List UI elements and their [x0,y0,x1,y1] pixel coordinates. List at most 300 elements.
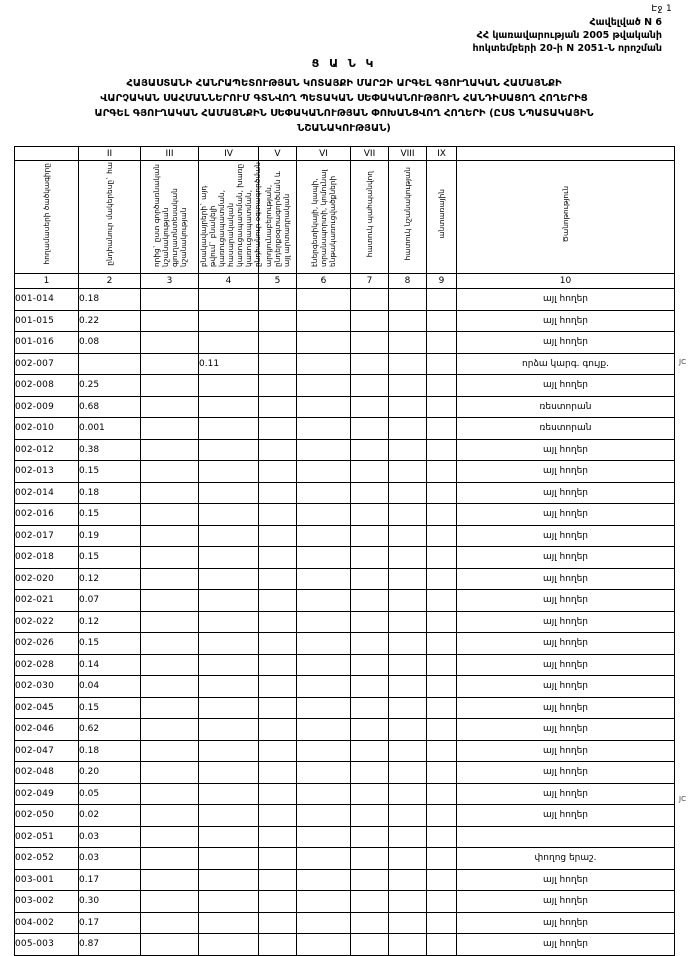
cell-industry [259,697,297,719]
cell-industry [259,826,297,848]
cell-forest [427,547,457,569]
column-header-settlement-text: բնակավայրերի` այդ թվում` բնակելի կառուցապատման, հասարակական կառուցապատման, խառը կառուցապատման, ընդհանուր օգտագործման [199,162,262,267]
roman-header-7: VII [351,147,389,161]
cell-energy-transport [297,504,351,526]
cell-protected [351,375,389,397]
cell-settlement [199,869,259,891]
table-row [15,934,675,956]
cell-energy-transport [297,289,351,311]
title-line-4: ՆՇԱՆԱԿՈՒԹՅԱՆ) [297,123,391,134]
cell-settlement [199,633,259,655]
cell-agricultural [141,461,199,483]
cell-total-area: 0.02 [79,805,141,827]
cell-total-area [79,353,141,375]
cell-total-area: 0.08 [79,332,141,354]
table-row [15,805,675,827]
cell-energy-transport [297,805,351,827]
cell-code: 002-050 [15,805,79,827]
cell-protected [351,418,389,440]
annex-header [14,16,674,55]
cell-agricultural [141,353,199,375]
cell-agricultural [141,418,199,440]
cell-note: այլ հողեր [457,676,675,698]
cell-code: 002-022 [15,611,79,633]
cell-code: 003-001 [15,869,79,891]
column-header-notes-text: Ծանոթություն [561,185,570,243]
cell-industry [259,654,297,676]
cell-protected [351,568,389,590]
cell-code: 002-047 [15,740,79,762]
land-registry-table [14,146,675,956]
cell-agricultural [141,740,199,762]
cell-agricultural [141,310,199,332]
cell-settlement [199,740,259,762]
cell-energy-transport [297,396,351,418]
cell-energy-transport [297,310,351,332]
cell-industry [259,869,297,891]
cell-agricultural [141,439,199,461]
cell-protected [351,934,389,956]
cell-settlement [199,396,259,418]
cell-forest [427,869,457,891]
cell-code: 002-026 [15,633,79,655]
cell-note: այլ հողեր [457,697,675,719]
cell-code: 002-030 [15,676,79,698]
cell-energy-transport [297,740,351,762]
cell-energy-transport [297,633,351,655]
cell-forest [427,353,457,375]
cell-industry [259,547,297,569]
cell-note: այլ հողեր [457,289,675,311]
roman-header-8: VIII [389,147,427,161]
cell-industry [259,418,297,440]
cell-forest [427,934,457,956]
title-line-2: ՎԱՐՉԱԿԱՆ ՍԱՀՄԱՆՆԵՐՈՒՄ ԳՏՆՎՈՂ ՊԵՏԱԿԱՆ ՍԵՓԱԿԱՆՈՒԹՅՈՒՆ ՀԱՆԴԻՍԱՑՈՂ ՀՈՂԵՐԻՑ [100,93,588,104]
cell-special [389,504,427,526]
cell-protected [351,697,389,719]
cell-total-area: 0.38 [79,439,141,461]
column-header-agricultural-text: որից` ըստ գործառնական նշանակության գյուղատնտեսական նշանակության [151,164,188,267]
cell-note: այլ հողեր [457,891,675,913]
cell-forest [427,525,457,547]
number-header-2: 2 [79,274,141,289]
cell-industry [259,310,297,332]
cell-special [389,783,427,805]
cell-agricultural [141,676,199,698]
column-header-forest [427,161,457,274]
cell-settlement [199,783,259,805]
table-row [15,697,675,719]
cell-agricultural [141,568,199,590]
roman-header-10 [457,147,675,161]
cell-total-area: 0.30 [79,891,141,913]
cell-special [389,396,427,418]
cell-special [389,654,427,676]
cell-settlement [199,762,259,784]
cell-special [389,805,427,827]
column-header-special-text: հատուկ նշանակության [403,167,412,261]
cell-protected [351,869,389,891]
cell-protected [351,611,389,633]
cell-protected [351,332,389,354]
cell-code: 002-052 [15,848,79,870]
cell-note: այլ հողեր [457,547,675,569]
table-row [15,891,675,913]
cell-special [389,310,427,332]
cell-energy-transport [297,547,351,569]
column-header-industry [259,161,297,274]
cell-protected [351,590,389,612]
cell-forest [427,676,457,698]
cell-forest [427,332,457,354]
cell-total-area: 0.15 [79,504,141,526]
cell-industry [259,611,297,633]
cell-code: 001-015 [15,310,79,332]
cell-protected [351,826,389,848]
cell-forest [427,805,457,827]
cell-forest [427,461,457,483]
cell-forest [427,891,457,913]
column-header-code-text: հողամասերի ծածկագիրը [42,163,51,265]
cell-total-area: 0.18 [79,740,141,762]
cell-total-area: 0.15 [79,697,141,719]
cell-forest [427,504,457,526]
cell-industry [259,805,297,827]
cell-total-area: 0.15 [79,461,141,483]
cell-energy-transport [297,418,351,440]
cell-settlement [199,568,259,590]
cell-agricultural [141,826,199,848]
table-row [15,676,675,698]
cell-energy-transport [297,891,351,913]
cell-note: այլ հողեր [457,740,675,762]
cell-note: այլ հողեր [457,439,675,461]
cell-note: այլ հողեր [457,719,675,741]
cell-settlement [199,826,259,848]
cell-code: 003-002 [15,891,79,913]
cell-code: 005-003 [15,934,79,956]
cell-industry [259,568,297,590]
cell-special [389,547,427,569]
cell-total-area: 0.18 [79,289,141,311]
cell-protected [351,719,389,741]
cell-settlement [199,697,259,719]
cell-industry [259,289,297,311]
cell-forest [427,826,457,848]
cell-protected [351,482,389,504]
cell-special [389,482,427,504]
cell-protected [351,654,389,676]
cell-note: այլ հողեր [457,912,675,934]
cell-energy-transport [297,783,351,805]
cell-protected [351,848,389,870]
cell-special [389,934,427,956]
cell-industry [259,439,297,461]
cell-note: այլ հողեր [457,611,675,633]
column-header-industry-text: արդյունաբերության, ընդերքօգտագործման և այլ արտադրական [264,171,291,267]
cell-agricultural [141,719,199,741]
cell-settlement [199,482,259,504]
cell-agricultural [141,525,199,547]
cell-total-area: 0.12 [79,568,141,590]
cell-total-area: 0.68 [79,396,141,418]
cell-settlement [199,912,259,934]
cell-settlement [199,676,259,698]
cell-total-area: 0.05 [79,783,141,805]
cell-code: 002-020 [15,568,79,590]
cell-industry [259,783,297,805]
cell-protected [351,289,389,311]
cell-agricultural [141,654,199,676]
cell-agricultural [141,396,199,418]
cell-code: 002-051 [15,826,79,848]
cell-agricultural [141,332,199,354]
cell-energy-transport [297,332,351,354]
number-header-5: 5 [259,274,297,289]
cell-industry [259,848,297,870]
column-header-energy-transport [297,161,351,274]
cell-forest [427,783,457,805]
cell-energy-transport [297,869,351,891]
cell-settlement [199,461,259,483]
cell-note: այլ հողեր [457,332,675,354]
cell-settlement [199,418,259,440]
cell-energy-transport [297,654,351,676]
cell-total-area: 0.20 [79,762,141,784]
cell-forest [427,633,457,655]
cell-industry [259,332,297,354]
cell-total-area: 0.18 [79,482,141,504]
cell-agricultural [141,697,199,719]
cell-note: այլ հողեր [457,869,675,891]
cell-code: 002-010 [15,418,79,440]
number-header-8: 8 [389,274,427,289]
cell-total-area: 0.15 [79,547,141,569]
roman-header-4: IV [199,147,259,161]
cell-energy-transport [297,826,351,848]
column-header-protected [351,161,389,274]
number-header-6: 6 [297,274,351,289]
cell-note: այլ հողեր [457,934,675,956]
cell-industry [259,396,297,418]
page-title [14,76,674,136]
cell-protected [351,740,389,762]
cell-forest [427,848,457,870]
cell-agricultural [141,289,199,311]
cell-special [389,719,427,741]
cell-code: 002-007 [15,353,79,375]
cell-special [389,826,427,848]
title-line-3: ԱՐԳԵԼ ԳՅՈՒՂԱԿԱՆ ՀԱՄԱՅՆՔԻՆ ՍԵՓԱԿԱՆՈՒԹՅԱՆ ՓՈԽԱՆՑՎՈՂ ՀՈՂԵՐԻ (ԸՍՏ ՆՊԱՏԱԿԱՅԻՆ [94,108,594,119]
cell-special [389,848,427,870]
cell-note: ռեստորան [457,396,675,418]
cell-industry [259,719,297,741]
cell-code: 004-002 [15,912,79,934]
cell-total-area: 0.03 [79,826,141,848]
cell-agricultural [141,912,199,934]
cell-special [389,353,427,375]
cell-protected [351,461,389,483]
cell-agricultural [141,611,199,633]
cell-settlement [199,654,259,676]
cell-total-area: 0.25 [79,375,141,397]
cell-settlement [199,805,259,827]
cell-settlement [199,547,259,569]
number-header-7: 7 [351,274,389,289]
roman-header-2: II [79,147,141,161]
cell-forest [427,590,457,612]
cell-settlement [199,504,259,526]
cell-industry [259,375,297,397]
cell-code: 002-009 [15,396,79,418]
column-header-energy-transport-text: էներգետիկայի, կապի, տրանսպորտի, կոմունալ ենթակառուցվածքների [310,169,337,267]
roman-header-5: V [259,147,297,161]
column-header-code [15,161,79,274]
title-line-1: ՀԱՅԱՍՏԱՆԻ ՀԱՆՐԱՊԵՏՈՒԹՅԱՆ ԿՈՏԱՅՔԻ ՄԱՐԶԻ ԱՐԳԵԼ ԳՅՈՒՂԱԿԱՆ ՀԱՄԱՅՆՔԻ [126,78,562,89]
cell-energy-transport [297,848,351,870]
table-row [15,353,675,375]
table-row [15,396,675,418]
cell-industry [259,525,297,547]
cell-special [389,590,427,612]
cell-note: այլ հողեր [457,375,675,397]
table-vertical-header-row [15,161,675,274]
table-body [15,289,675,956]
cell-special [389,568,427,590]
cell-settlement [199,332,259,354]
cell-forest [427,740,457,762]
cell-note: այլ հողեր [457,461,675,483]
column-header-protected-text: հատուկ պահպանվող [365,170,374,258]
cell-energy-transport [297,697,351,719]
cell-agricultural [141,869,199,891]
cell-special [389,611,427,633]
cell-agricultural [141,934,199,956]
cell-special [389,891,427,913]
cell-note: փողոց երաշ. [457,848,675,870]
cell-agricultural [141,375,199,397]
cell-code: 002-045 [15,697,79,719]
cell-forest [427,654,457,676]
cell-special [389,676,427,698]
cell-code: 002-046 [15,719,79,741]
cell-energy-transport [297,375,351,397]
cell-protected [351,353,389,375]
annex-header-line-3: հոկտեմբերի 20-ի N 2051-Ն որոշման [472,43,662,54]
cell-code: 002-014 [15,482,79,504]
table-row [15,611,675,633]
cell-total-area: 0.19 [79,525,141,547]
table-row [15,547,675,569]
cell-energy-transport [297,934,351,956]
cell-code: 002-012 [15,439,79,461]
table-row [15,633,675,655]
cell-forest [427,396,457,418]
cell-total-area: 0.22 [79,310,141,332]
cell-protected [351,891,389,913]
cell-total-area: 0.03 [79,848,141,870]
margin-mark-top: JC [679,358,686,366]
cell-protected [351,439,389,461]
cell-total-area: 0.62 [79,719,141,741]
cell-industry [259,482,297,504]
cell-energy-transport [297,912,351,934]
number-header-4: 4 [199,274,259,289]
cell-code: 002-048 [15,762,79,784]
cell-agricultural [141,891,199,913]
cell-protected [351,633,389,655]
cell-energy-transport [297,353,351,375]
cell-energy-transport [297,611,351,633]
cell-special [389,762,427,784]
table-row [15,525,675,547]
cell-note: այլ հողեր [457,525,675,547]
cell-settlement [199,439,259,461]
cell-protected [351,805,389,827]
cell-total-area: 0.17 [79,912,141,934]
cell-energy-transport [297,719,351,741]
cell-energy-transport [297,676,351,698]
column-header-agricultural [141,161,199,274]
cell-settlement [199,848,259,870]
table-row [15,482,675,504]
annex-header-line-1: Հավելված N 6 [589,17,662,28]
table-row [15,848,675,870]
table-row [15,869,675,891]
cell-energy-transport [297,590,351,612]
cell-note: ռեստորան [457,418,675,440]
table-row [15,719,675,741]
cell-code: 001-014 [15,289,79,311]
cell-industry [259,912,297,934]
cell-settlement [199,310,259,332]
column-header-special [389,161,427,274]
cell-settlement: 0.11 [199,353,259,375]
cell-note: այլ հողեր [457,310,675,332]
cell-total-area: 0.04 [79,676,141,698]
cell-total-area: 0.12 [79,611,141,633]
roman-header-6: VI [297,147,351,161]
document-kind: Ց Ա Ն Կ [311,57,377,70]
cell-agricultural [141,504,199,526]
cell-forest [427,482,457,504]
cell-special [389,740,427,762]
cell-industry [259,891,297,913]
cell-forest [427,310,457,332]
table-row [15,654,675,676]
table-row [15,912,675,934]
cell-special [389,461,427,483]
table-row [15,310,675,332]
number-header-1: 1 [15,274,79,289]
table-row [15,590,675,612]
cell-settlement [199,611,259,633]
annex-header-line-2: ՀՀ կառավարության 2005 թվականի [476,30,662,41]
cell-industry [259,590,297,612]
cell-note: այլ հողեր [457,633,675,655]
cell-special [389,912,427,934]
cell-energy-transport [297,482,351,504]
cell-energy-transport [297,439,351,461]
cell-forest [427,289,457,311]
table-row [15,504,675,526]
cell-note: այլ հողեր [457,590,675,612]
cell-settlement [199,934,259,956]
table-row [15,439,675,461]
cell-note: այլ հողեր [457,504,675,526]
roman-header-9: IX [427,147,457,161]
cell-forest [427,418,457,440]
